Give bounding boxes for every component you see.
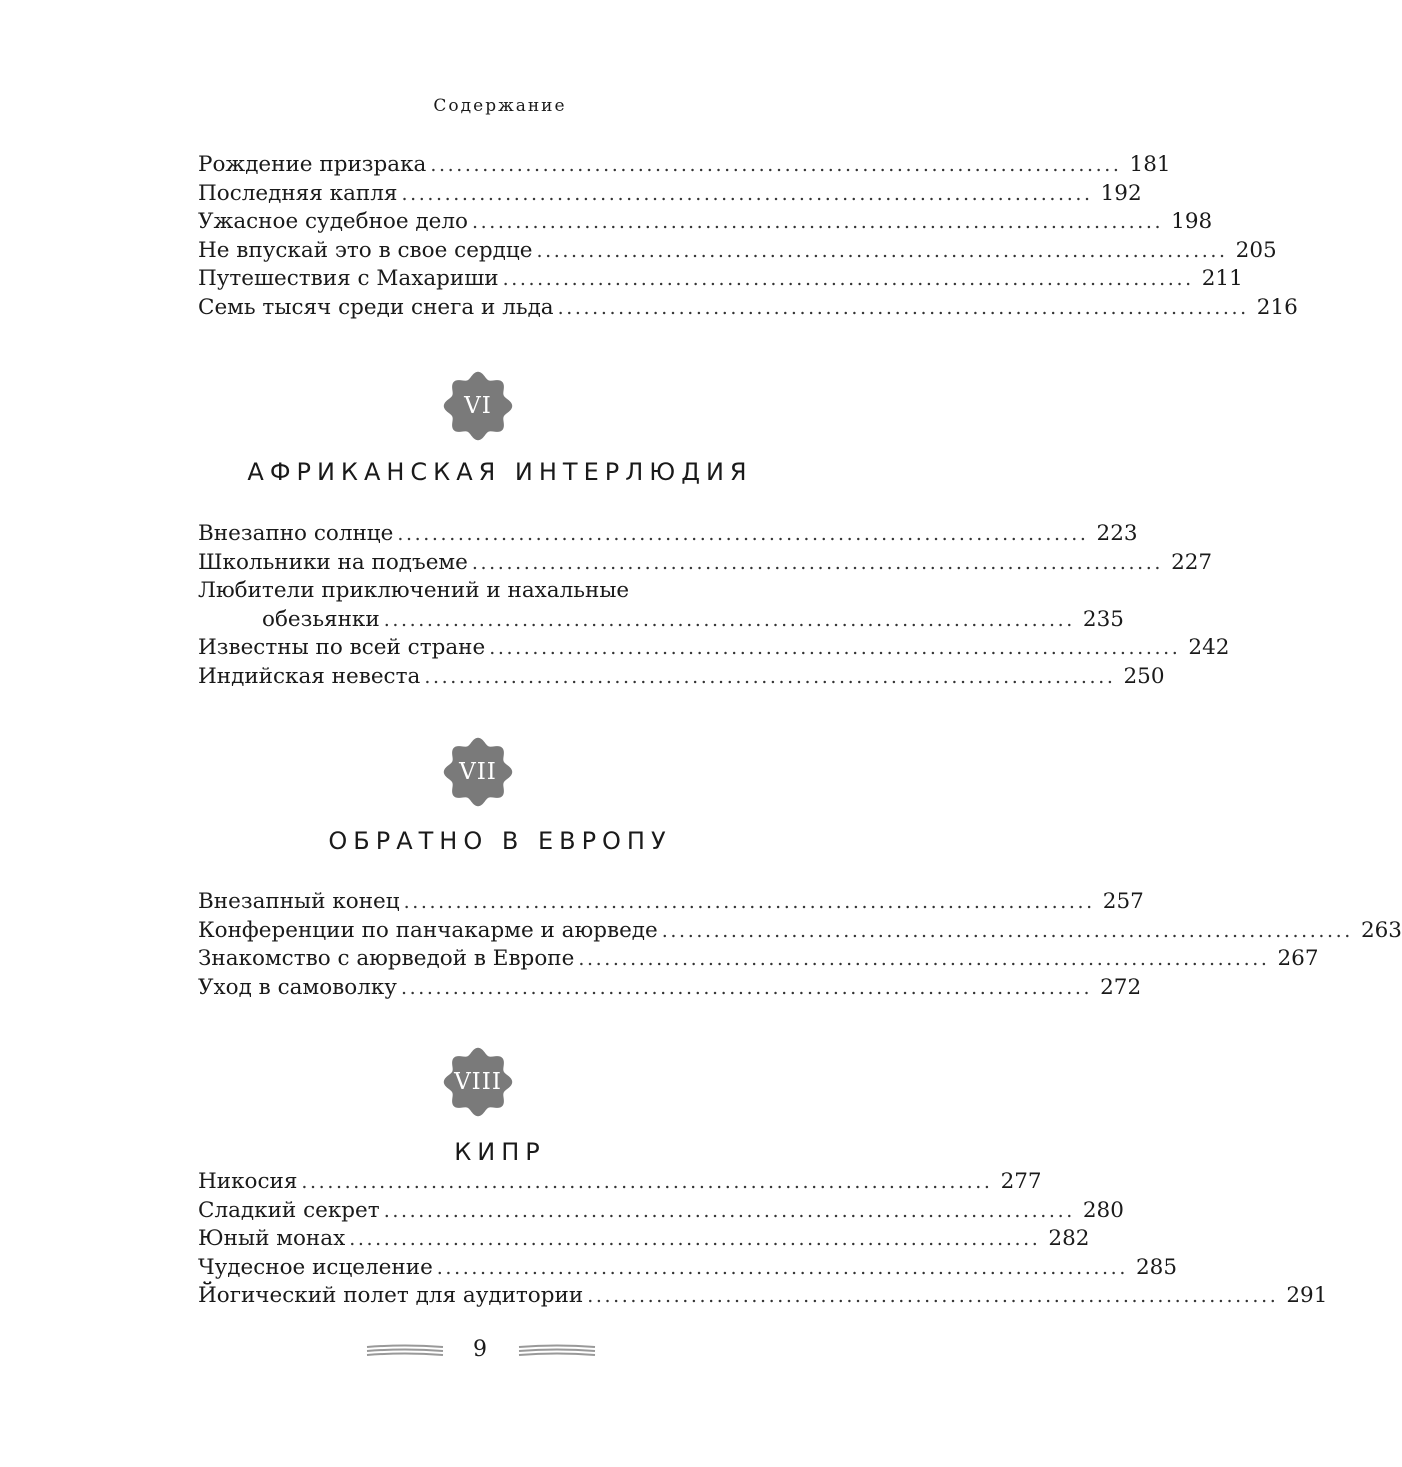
toc-entry[interactable] [198, 888, 1144, 917]
leader-dots: ................................................................................ [661, 919, 1353, 942]
entry-page: 277 [1000, 1169, 1042, 1194]
toc-entry[interactable] [198, 180, 1142, 209]
entry-page: 272 [1100, 974, 1142, 1000]
toc-entry[interactable] [198, 1168, 1042, 1197]
entry-title: Внезапный конец [198, 889, 400, 914]
part-title: ОБРАТНО В ЕВРОПУ [328, 827, 672, 855]
leader-dots: ................................................................................ [578, 948, 1270, 971]
entry-title: Знакомство с аюрведой в Европе [198, 946, 575, 972]
left-ornament-icon [365, 1343, 445, 1357]
entry-page: 181 [1129, 152, 1171, 177]
running-header: Содержание [433, 96, 567, 116]
toc-entry-continuation[interactable] [198, 606, 1124, 635]
toc-entry[interactable] [198, 634, 1230, 663]
toc-entry[interactable] [198, 1282, 1328, 1311]
entry-page: 250 [1123, 663, 1165, 689]
leader-dots: ................................................................................ [401, 182, 1093, 205]
leader-dots: ................................................................................ [383, 1199, 1075, 1222]
toc-list [198, 520, 1230, 692]
leader-dots: ................................................................................ [502, 268, 1194, 291]
entry-title: Сладкий секрет [198, 1197, 380, 1223]
entry-title: Известны по всей стране [198, 635, 486, 661]
toc-entry[interactable] [198, 520, 1138, 549]
entry-title: Рождение призрака [198, 152, 427, 177]
leader-dots: ................................................................................ [424, 665, 1116, 688]
page-number: 9 [473, 1337, 487, 1362]
part-medallion [443, 1047, 513, 1117]
entry-title: Йогический полет для аудитории [198, 1283, 584, 1309]
leader-dots: ................................................................................ [301, 1171, 993, 1193]
leader-dots: ................................................................................ [489, 637, 1181, 660]
leader-dots: ................................................................................ [436, 1256, 1128, 1279]
toc-entry[interactable] [198, 237, 1277, 266]
toc-entry[interactable] [198, 265, 1243, 294]
toc-entry[interactable] [198, 549, 1213, 578]
toc-entry[interactable] [198, 917, 1402, 946]
entry-title: Уход в самоволку [198, 974, 397, 1000]
part-medallion [443, 371, 513, 441]
entry-title: Индийская невеста [198, 663, 421, 689]
entry-title: Семь тысяч среди снега и льда [198, 294, 554, 320]
leader-dots: ................................................................................ [430, 154, 1122, 176]
part-numeral: VIII [454, 1069, 502, 1095]
entry-page: 192 [1100, 180, 1142, 206]
leader-dots: ................................................................................ [536, 239, 1228, 262]
toc-list [198, 1168, 1328, 1311]
toc-entry-first-line[interactable] [198, 577, 748, 606]
toc-list [198, 888, 1402, 1002]
toc-list [198, 151, 1298, 323]
entry-title: Конференции по панчакарме и аюрведе [198, 917, 658, 943]
toc-entry[interactable] [198, 945, 1319, 974]
entry-page: 198 [1171, 209, 1213, 235]
entry-page: 216 [1256, 294, 1298, 320]
entry-page: 285 [1135, 1254, 1178, 1280]
entry-page: 282 [1048, 1226, 1090, 1252]
right-ornament-icon [517, 1343, 597, 1357]
entry-page: 267 [1277, 946, 1319, 972]
toc-entry[interactable] [198, 974, 1142, 1003]
leader-dots: ................................................................................ [383, 608, 1075, 631]
leader-dots: ................................................................................ [471, 551, 1164, 574]
entry-title: Внезапно солнце [198, 521, 394, 546]
part-title: АФРИКАНСКАЯ ИНТЕРЛЮДИЯ [247, 458, 753, 486]
toc-entry[interactable] [198, 294, 1298, 323]
entry-title: Последняя капля [198, 180, 398, 206]
toc-entry[interactable] [198, 1254, 1178, 1283]
entry-page: 242 [1188, 635, 1230, 661]
entry-page: 257 [1102, 889, 1144, 914]
entry-title: Юный монах [198, 1226, 346, 1252]
part-numeral: VII [459, 759, 497, 785]
toc-entry[interactable] [198, 1225, 1090, 1254]
entry-title: Любители приключений и нахальные [198, 578, 630, 604]
leader-dots: ................................................................................ [557, 296, 1249, 319]
toc-entry[interactable] [198, 1197, 1124, 1226]
entry-title: Никосия [198, 1169, 298, 1194]
page-footer [0, 1335, 1000, 1365]
entry-title: Не впускай это в свое сердце [198, 237, 533, 263]
entry-page: 227 [1171, 549, 1213, 575]
entry-title: Чудесное исцеление [198, 1254, 433, 1280]
entry-title: Ужасное судебное дело [198, 209, 468, 235]
entry-page: 291 [1286, 1283, 1328, 1309]
entry-title-continuation: обезьянки [262, 606, 380, 632]
part-medallion [443, 737, 513, 807]
leader-dots: ................................................................................ [349, 1228, 1041, 1251]
entry-title: Школьники на подъеме [198, 549, 468, 575]
entry-page: 280 [1082, 1197, 1124, 1223]
leader-dots: ................................................................................ [400, 976, 1093, 999]
leader-dots: ................................................................................ [472, 211, 1164, 234]
entry-page: 263 [1360, 917, 1402, 943]
entry-page: 205 [1235, 237, 1277, 263]
part-numeral: VI [464, 393, 492, 419]
leader-dots: ................................................................................ [397, 523, 1089, 545]
entry-page: 211 [1201, 266, 1243, 292]
entry-title: Путешествия с Махариши [198, 266, 499, 292]
part-title: КИПР [454, 1138, 546, 1166]
entry-page: 223 [1096, 521, 1138, 546]
toc-entry[interactable] [198, 208, 1213, 237]
entry-page: 235 [1082, 606, 1124, 632]
leader-dots: ................................................................................ [403, 891, 1095, 913]
toc-entry[interactable] [198, 663, 1165, 692]
toc-entry[interactable] [198, 151, 1171, 180]
leader-dots: ................................................................................ [587, 1285, 1279, 1308]
